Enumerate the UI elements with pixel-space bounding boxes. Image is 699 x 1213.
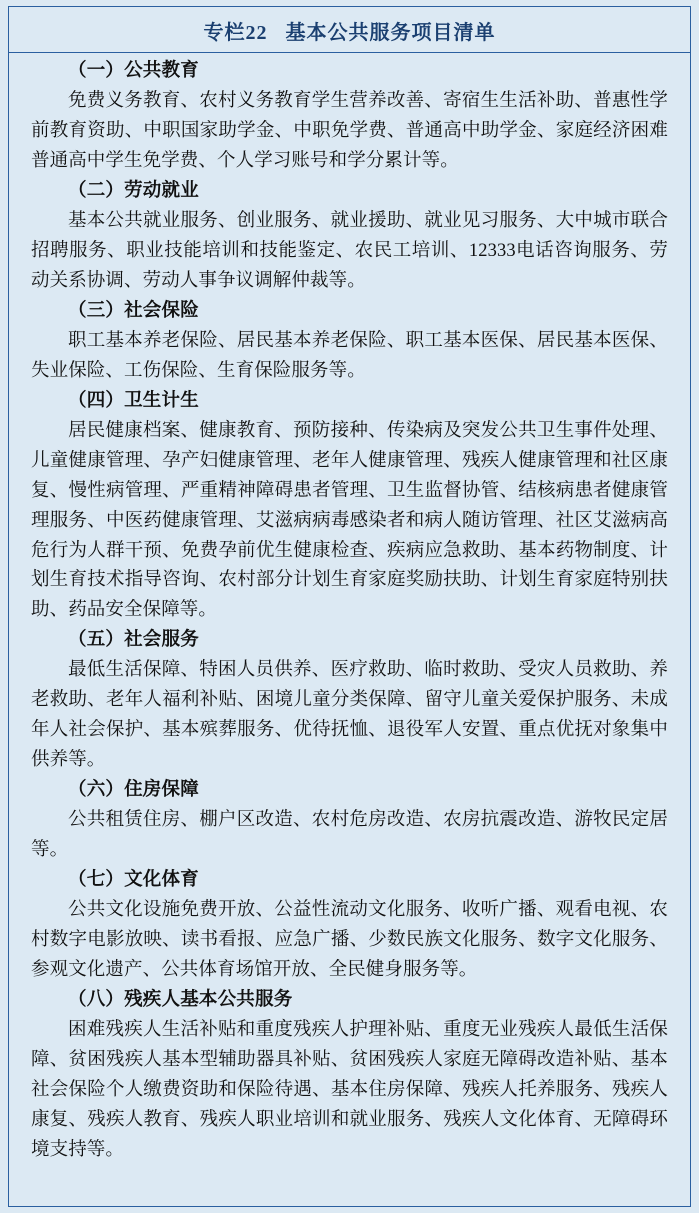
section-heading: （四）卫生计生 [68, 390, 199, 411]
callout-content [9, 53, 690, 1176]
section-body: 免费义务教育、农村义务教育学生营养改善、寄宿生生活补助、普惠性学前教育资助、中职国家助学金、中职免学费、普通高中助学金、家庭经济困难普通高中学生免学费、个人学习账号和学分累计等。 [31, 90, 668, 171]
section-heading: （六）住房保障 [68, 780, 199, 801]
section-heading: （八）残疾人基本公共服务 [68, 990, 293, 1011]
callout-box [8, 6, 691, 1207]
page-title [204, 22, 496, 44]
title-number: 22 [245, 22, 268, 44]
title-prefix: 专栏 [203, 22, 246, 44]
section-body: 基本公共就业服务、创业服务、就业援助、就业见习服务、大中城市联合招聘服务、职业技能培训和技能鉴定、农民工培训、12333电话咨询服务、劳动关系协调、劳动人事争议调解仲裁等。 [31, 210, 668, 291]
title-text: 基本公共服务项目清单 [285, 22, 496, 44]
section-body: 最低生活保障、特困人员供养、医疗救助、临时救助、受灾人员救助、养老救助、老年人福利补贴、困境儿童分类保障、留守儿童关爱保护服务、未成年人社会保护、基本殡葬服务、优待抚恤、退役军人安置、重点优抚对象集中供养等。 [31, 660, 668, 771]
section-body: 居民健康档案、健康教育、预防接种、传染病及突发公共卫生事件处理、儿童健康管理、孕产妇健康管理、老年人健康管理、残疾人健康管理和社区康复、慢性病管理、严重精神障碍患者管理、卫生监督协管、结核病患者健康管理服务、中医药健康管理、艾滋病病毒感染者和病人随访管理、社区艾滋病高危行为人群干预、免费孕前优生健康检查、疾病应急救助、基本药物制度、计划生育技术指导咨询、农村部分计划生育家庭奖励扶助、计划生育家庭特别扶助、药品安全保障等。 [31, 420, 668, 621]
section-body: 公共租赁住房、棚户区改造、农村危房改造、农房抗震改造、游牧民定居等。 [31, 810, 668, 861]
callout-title-bar [9, 7, 690, 52]
section-body: 困难残疾人生活补贴和重度残疾人护理补贴、重度无业残疾人最低生活保障、贫困残疾人基本型辅助器具补贴、贫困残疾人家庭无障碍改造补贴、基本社会保险个人缴费资助和保险待遇、基本住房保障、残疾人托养服务、残疾人康复、残疾人教育、残疾人职业培训和就业服务、残疾人文化体育、无障碍环境支持等。 [31, 1020, 668, 1160]
section-body: 公共文化设施免费开放、公益性流动文化服务、收听广播、观看电视、农村数字电影放映、读书看报、应急广播、少数民族文化服务、数字文化服务、参观文化遗产、公共体育场馆开放、全民健身服务等。 [31, 900, 668, 981]
section-heading: （三）社会保险 [68, 300, 199, 321]
section-heading: （二）劳动就业 [68, 180, 199, 201]
section-heading: （五）社会服务 [68, 630, 199, 651]
section-heading: （一）公共教育 [68, 61, 199, 81]
section-body: 职工基本养老保险、居民基本养老保险、职工基本医保、居民基本医保、失业保险、工伤保险、生育保险服务等。 [31, 330, 668, 381]
section-heading: （七）文化体育 [68, 870, 199, 891]
